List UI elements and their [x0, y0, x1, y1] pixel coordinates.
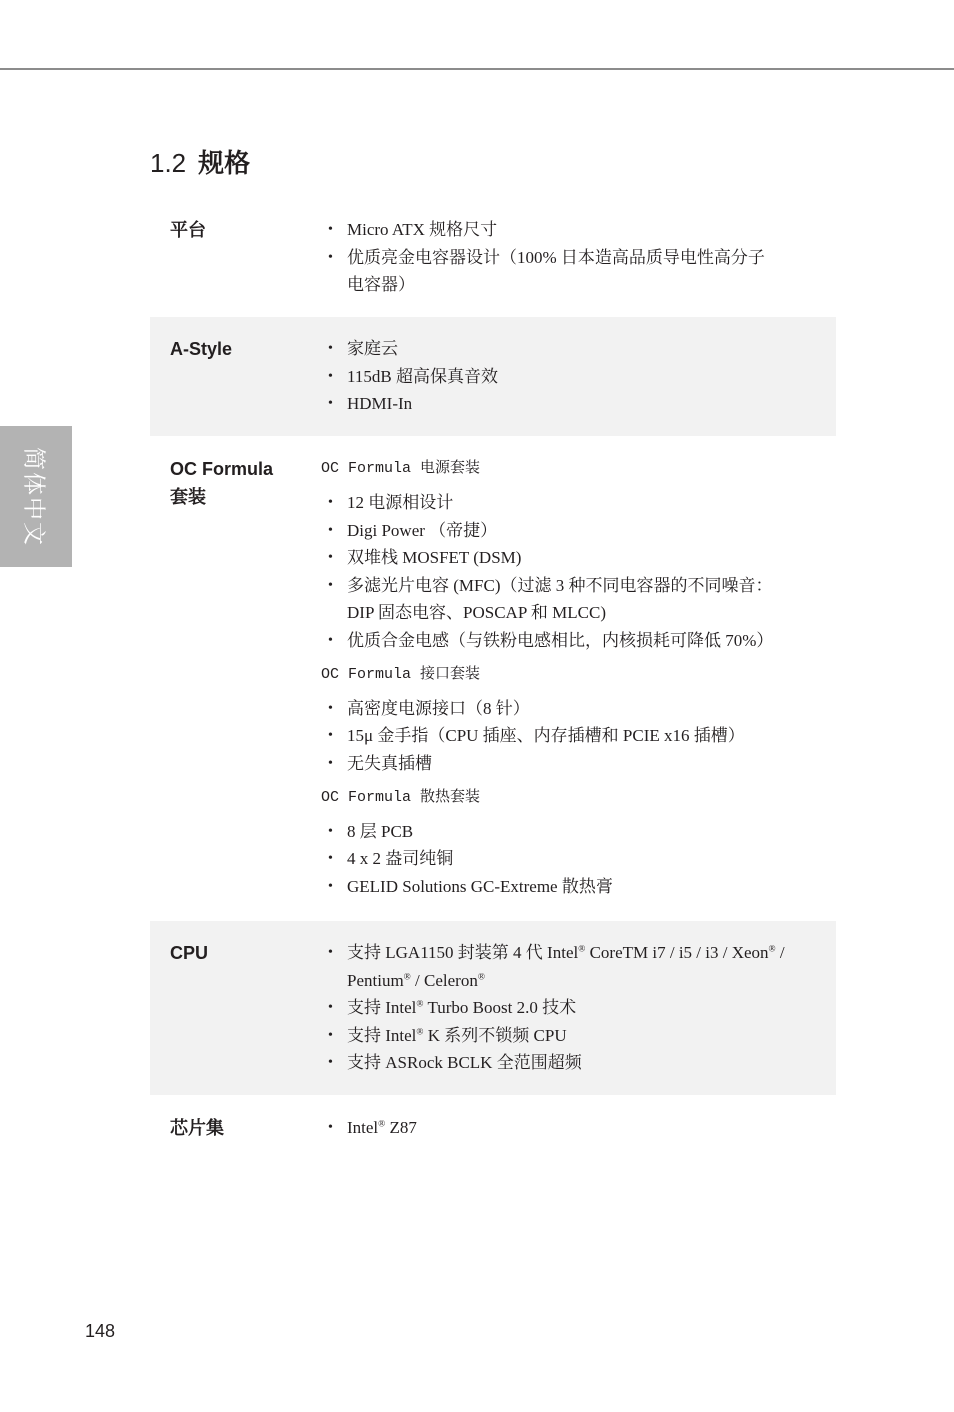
registered-mark: ®: [578, 944, 586, 955]
section-title-text: 规格: [198, 148, 251, 178]
registered-mark: ®: [477, 971, 485, 982]
spec-label-line: OC Formula: [170, 459, 274, 479]
spec-subheading: OC Formula 电源套装: [321, 460, 481, 477]
spec-item: [347, 1022, 836, 1050]
spec-item: • 优质合金电感（与铁粉电感相比，内核损耗可降低 70%）: [347, 627, 836, 655]
header-rule: [0, 68, 954, 70]
spec-row-cpu: [150, 921, 836, 1095]
spec-item-line: • 多滤光片电容 (MFC)（过滤 3 种不同电容器的不同噪音：: [347, 575, 773, 595]
spec-item-line: [347, 967, 836, 995]
text-segment: CoreTM i7 / i5 / i3 / Xeon: [585, 943, 769, 962]
spec-content-oc-formula: [321, 455, 836, 900]
spec-label-a-style: A-Style: [170, 339, 233, 359]
spec-item: • 4 x 2 盎司纯铜: [347, 845, 836, 873]
spec-row-a-style: [150, 317, 836, 436]
spec-item: • 双堆栈 MOSFET (DSM): [347, 544, 836, 572]
spec-group-power-kit: [321, 455, 836, 654]
spec-row-platform: [150, 205, 836, 317]
spec-row-oc-formula: [150, 436, 836, 921]
spec-item: • Digi Power （帝捷）: [347, 517, 836, 545]
text-segment: Pentium: [347, 970, 404, 990]
spec-content-platform: [321, 216, 836, 299]
registered-mark: ®: [416, 999, 424, 1010]
spec-item: • 12 电源相设计: [347, 489, 836, 517]
page-number: 148: [85, 1321, 116, 1341]
spec-group-connector-kit: [321, 661, 836, 778]
spec-item-line: 电容器）: [347, 275, 415, 294]
spec-item: [347, 939, 836, 994]
text-segment: 支持 Intel: [347, 998, 417, 1017]
spec-item: [347, 244, 836, 299]
spec-label-chipset: 芯片集: [170, 1118, 224, 1138]
spec-item: • 115dB 超高保真音效: [347, 363, 836, 391]
spec-content-a-style: [321, 335, 836, 418]
language-side-tab: [0, 426, 72, 567]
spec-item: • 8 层 PCB: [347, 818, 836, 846]
spec-list: [321, 818, 836, 901]
spec-item: • 高密度电源接口（8 针）: [347, 695, 836, 723]
spec-item: • 无失真插槽: [347, 750, 836, 778]
registered-mark: ®: [768, 944, 776, 955]
spec-content-chipset: [321, 1114, 836, 1142]
registered-mark: ®: [378, 1119, 386, 1130]
spec-row-chipset: [150, 1095, 836, 1165]
spec-subheading: OC Formula 接口套装: [321, 665, 481, 683]
text-segment: K 系列不锁频 CPU: [423, 1025, 567, 1045]
spec-item-line: DIP 固态电容、POSCAP 和 MLCC): [347, 603, 606, 622]
spec-item-line: • 优质亮金电容器设计（100% 日本造高品质导电性高分子: [347, 247, 765, 267]
registered-mark: ®: [416, 1026, 424, 1037]
spec-list: [321, 216, 836, 299]
text-segment: Turbo Boost 2.0 技术: [423, 998, 577, 1017]
spec-content-cpu: [321, 939, 836, 1077]
text-segment: / Celeron: [410, 970, 478, 990]
section-title: [150, 145, 250, 181]
spec-label-platform: 平台: [170, 220, 206, 240]
text-segment: 支持 LGA1150 封装第 4 代 Intel: [347, 943, 579, 962]
spec-list: [321, 939, 836, 1077]
spec-label-cpu: CPU: [170, 943, 209, 963]
spec-item: • 15μ 金手指（CPU 插座、内存插槽和 PCIE x16 插槽）: [347, 722, 836, 750]
text-segment: /: [775, 943, 785, 962]
spec-item: • HDMI-In: [347, 390, 836, 418]
spec-label-oc-formula: [170, 455, 273, 511]
spec-item: • Micro ATX 规格尺寸: [347, 216, 836, 244]
spec-list: [321, 1114, 836, 1142]
spec-list: [321, 335, 836, 418]
text-segment: Z87: [385, 1118, 417, 1137]
spec-item-line: [347, 939, 836, 967]
text-segment: 支持 Intel: [347, 1025, 417, 1045]
spec-group-cooling-kit: [321, 784, 836, 901]
section-number: 1.2: [150, 148, 187, 178]
spec-label-line: 套装: [170, 487, 206, 507]
registered-mark: ®: [403, 971, 411, 982]
spec-item: [347, 572, 836, 627]
spec-item: • 家庭云: [347, 335, 836, 363]
spec-item: [347, 994, 836, 1022]
spec-subheading: OC Formula 散热套装: [321, 788, 481, 806]
language-tab-label: 简体中文: [21, 446, 48, 547]
spec-item: • GELID Solutions GC-Extreme 散热膏: [347, 873, 836, 901]
spec-list: [321, 695, 836, 778]
spec-list: [321, 489, 836, 654]
text-segment: Intel: [347, 1118, 379, 1137]
spec-item: [347, 1114, 836, 1142]
spec-item: • 支持 ASRock BCLK 全范围超频: [347, 1049, 836, 1077]
